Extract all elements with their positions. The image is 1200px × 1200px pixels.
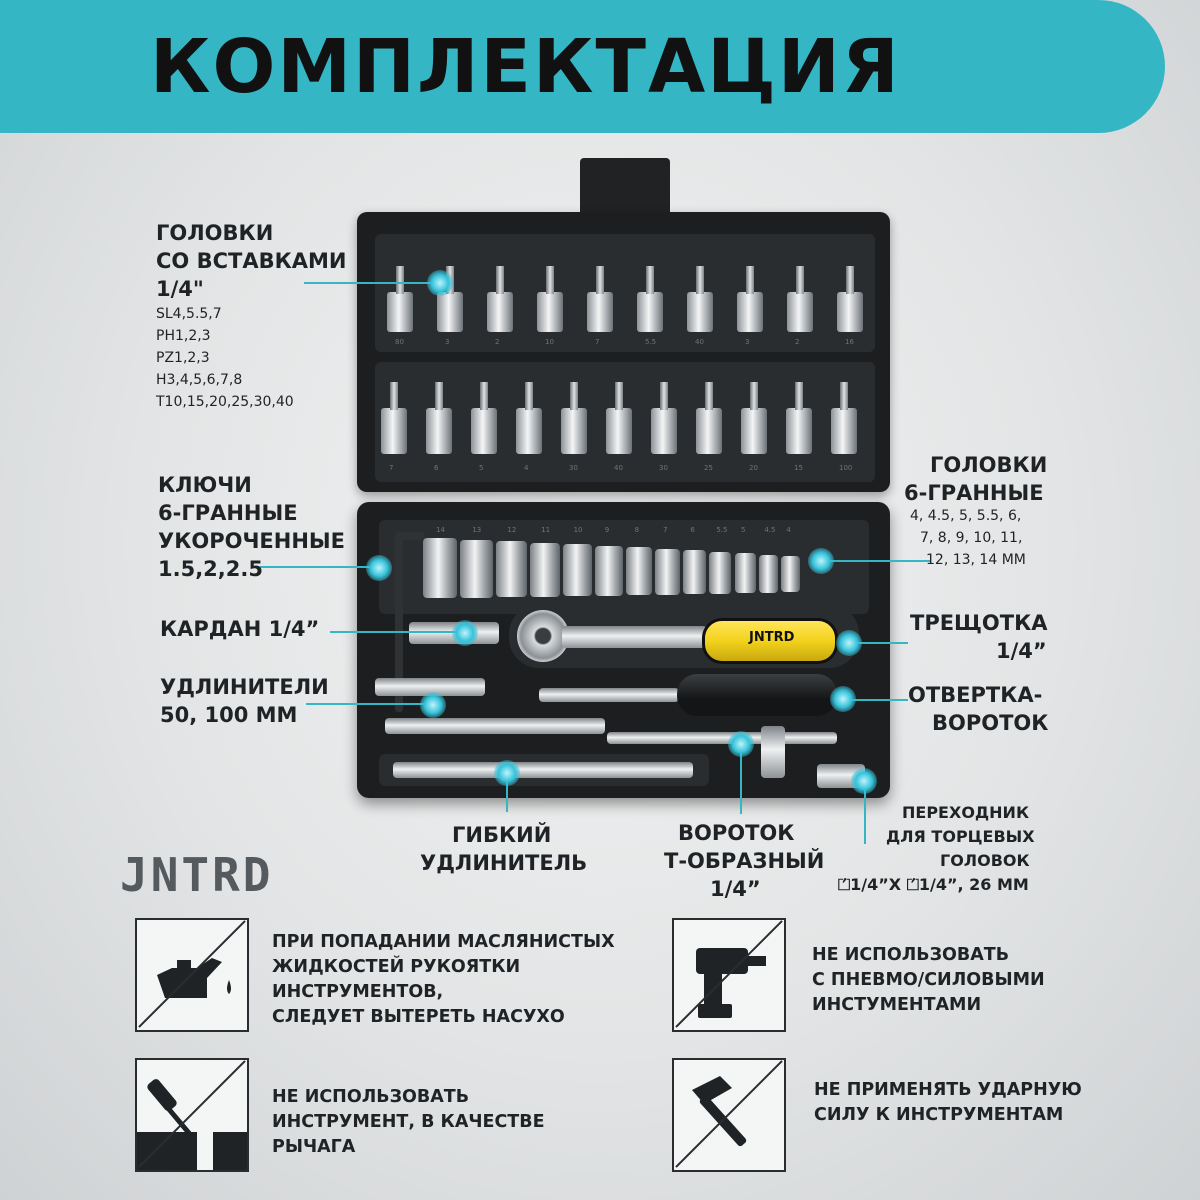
label-sockets-line-2: 6-ГРАННЫЕ bbox=[904, 481, 1044, 505]
callout-dot-adapter bbox=[851, 768, 877, 794]
hex-socket bbox=[781, 556, 799, 592]
hex-socket bbox=[655, 549, 680, 595]
hex-socket bbox=[530, 543, 560, 597]
warning-lever-line-1: НЕ ИСПОЛЬЗОВАТЬ bbox=[272, 1087, 470, 1107]
ratchet-handle bbox=[702, 618, 838, 664]
bit-tip bbox=[596, 266, 604, 294]
label-adapter-line-4: ⏍1/4”Х ⏍1/4”, 26 ММ bbox=[838, 875, 1029, 894]
bit-size-label: 100 bbox=[839, 464, 853, 472]
bit-tip bbox=[750, 382, 758, 410]
label-hex-keys-line-1: КЛЮЧИ bbox=[158, 473, 252, 497]
label-hex-keys-line-3: УКОРОЧЕННЫЕ bbox=[158, 529, 346, 553]
bits-sizes-ph: PH1,2,3 bbox=[156, 328, 211, 344]
case-lid bbox=[357, 212, 890, 492]
bit-size-label: 20 bbox=[749, 464, 758, 472]
socket-size-label: 10 bbox=[573, 526, 583, 534]
hex-socket bbox=[563, 544, 592, 596]
warning-oil-line-3: ИНСТРУМЕНТОВ, bbox=[272, 982, 444, 1002]
bit-tip bbox=[646, 266, 654, 294]
ratchet-brand-label: JNTRD bbox=[749, 630, 795, 645]
socket-size-label: 8 bbox=[634, 526, 640, 534]
bit-size-label: 15 bbox=[794, 464, 803, 472]
label-hex-keys-line-2: 6-ГРАННЫЕ bbox=[158, 501, 298, 525]
label-adapter-line-1: ПЕРЕХОДНИК bbox=[902, 803, 1030, 822]
label-t-handle-line-3: 1/4” bbox=[710, 877, 761, 901]
bit bbox=[737, 292, 763, 332]
bit bbox=[696, 408, 722, 454]
label-t-handle-line-1: ВОРОТОК bbox=[678, 821, 795, 845]
hex-socket bbox=[423, 538, 457, 598]
callout-dot-cardan bbox=[452, 620, 478, 646]
label-adapter-line-3: ГОЛОВОК bbox=[940, 851, 1030, 870]
bits-sizes-t: T10,15,20,25,30,40 bbox=[156, 394, 294, 410]
hex-socket bbox=[626, 547, 652, 595]
callout-line-bits bbox=[304, 282, 440, 284]
bit-tip bbox=[435, 382, 443, 410]
bit bbox=[587, 292, 613, 332]
warning-icon-box-hammer bbox=[672, 1058, 786, 1172]
bit bbox=[471, 408, 497, 454]
label-t-handle-line-2: Т-ОБРАЗНЫЙ bbox=[664, 849, 825, 873]
warning-oil-line-1: ПРИ ПОПАДАНИИ МАСЛЯНИСТЫХ bbox=[272, 932, 615, 952]
label-cardan: КАРДАН 1/4” bbox=[160, 617, 320, 641]
bit-tip bbox=[846, 266, 854, 294]
callout-line-sockets bbox=[824, 560, 930, 562]
t-handle-bar bbox=[607, 732, 837, 744]
callout-dot-bits bbox=[427, 270, 453, 296]
label-adapter-line-2: ДЛЯ ТОРЦЕВЫХ bbox=[886, 827, 1035, 846]
sockets-sizes-line-2: 7, 8, 9, 10, 11, bbox=[920, 530, 1023, 546]
bit bbox=[786, 408, 812, 454]
bit bbox=[561, 408, 587, 454]
flex-extension bbox=[393, 762, 693, 778]
callout-line-screwdriver bbox=[848, 699, 908, 701]
bit-size-label: 2 bbox=[795, 338, 800, 346]
bit-size-label: 40 bbox=[695, 338, 704, 346]
brand-logo: JNTRD bbox=[120, 848, 274, 902]
screwdriver-handle bbox=[677, 674, 837, 716]
warning-lever-line-3: РЫЧАГА bbox=[272, 1137, 356, 1157]
bit-size-label: 30 bbox=[569, 464, 578, 472]
hex-socket bbox=[683, 550, 707, 594]
bit-size-label: 25 bbox=[704, 464, 713, 472]
label-extensions-line-1: УДЛИНИТЕЛИ bbox=[160, 675, 329, 699]
label-ratchet-line-2: 1/4” bbox=[996, 639, 1047, 663]
case-base bbox=[357, 502, 890, 798]
bit-size-label: 7 bbox=[389, 464, 394, 472]
socket-size-label: 4 bbox=[786, 526, 791, 534]
ratchet-shaft bbox=[562, 626, 707, 648]
bit-size-label: 3 bbox=[445, 338, 450, 346]
bit-tip bbox=[746, 266, 754, 294]
label-bits-line-1: ГОЛОВКИ bbox=[156, 221, 274, 245]
warning-icon-box-oil bbox=[135, 918, 249, 1032]
socket-size-label: 9 bbox=[604, 526, 610, 534]
bit-size-label: 5 bbox=[479, 464, 484, 472]
warning-hammer-line-2: СИЛУ К ИНСТРУМЕНТАМ bbox=[814, 1105, 1064, 1125]
bit-tip bbox=[480, 382, 488, 410]
sockets-sizes-line-3: 12, 13, 14 ММ bbox=[926, 552, 1026, 568]
bit-tip bbox=[660, 382, 668, 410]
hex-socket bbox=[460, 540, 493, 598]
callout-dot-hex-keys bbox=[366, 555, 392, 581]
bit bbox=[537, 292, 563, 332]
socket-size-label: 6 bbox=[690, 526, 695, 534]
t-handle-slider bbox=[761, 726, 785, 778]
hex-socket bbox=[735, 553, 756, 593]
warning-oil-line-4: СЛЕДУЕТ ВЫТЕРЕТЬ НАСУХО bbox=[272, 1007, 565, 1027]
label-bits-line-3: 1/4" bbox=[156, 277, 204, 301]
callout-dot-t-handle bbox=[728, 731, 754, 757]
bit bbox=[651, 408, 677, 454]
label-flex-line-2: УДЛИНИТЕЛЬ bbox=[420, 851, 588, 875]
bit-size-label: 6 bbox=[434, 464, 439, 472]
screwdriver-shaft bbox=[539, 688, 679, 702]
bit bbox=[637, 292, 663, 332]
callout-line-extensions bbox=[306, 703, 426, 705]
callout-dot-screwdriver bbox=[830, 686, 856, 712]
bit-tip bbox=[696, 266, 704, 294]
bit-tip bbox=[615, 382, 623, 410]
label-sockets-line-1: ГОЛОВКИ bbox=[930, 453, 1048, 477]
bit-tip bbox=[525, 382, 533, 410]
socket-size-label: 14 bbox=[436, 526, 445, 534]
bit-tip bbox=[705, 382, 713, 410]
warning-drill-line-3: ИНСТУМЕНТАМИ bbox=[812, 995, 982, 1015]
callout-dot-sockets bbox=[808, 548, 834, 574]
bit-size-label: 80 bbox=[395, 338, 404, 346]
extension-100mm bbox=[385, 718, 605, 734]
bit bbox=[687, 292, 713, 332]
bits-sizes-sl: SL4,5.5,7 bbox=[156, 306, 222, 322]
warning-icon-box-lever bbox=[135, 1058, 249, 1172]
bit-size-label: 16 bbox=[845, 338, 854, 346]
bit bbox=[426, 408, 452, 454]
bit-size-label: 3 bbox=[745, 338, 750, 346]
bit-size-label: 7 bbox=[595, 338, 600, 346]
warning-drill-line-2: С ПНЕВМО/СИЛОВЫМИ bbox=[812, 970, 1045, 990]
bit-tip bbox=[570, 382, 578, 410]
hex-socket bbox=[709, 552, 731, 594]
socket-size-label: 11 bbox=[541, 526, 551, 534]
socket-size-label: 12 bbox=[507, 526, 517, 534]
callout-line-hex-keys bbox=[260, 566, 380, 568]
bit bbox=[387, 292, 413, 332]
warning-lever-line-2: ИНСТРУМЕНТ, В КАЧЕСТВЕ bbox=[272, 1112, 545, 1132]
hex-socket bbox=[759, 555, 779, 593]
hex-key-short-arm bbox=[395, 532, 425, 540]
hex-socket bbox=[595, 546, 623, 596]
bit bbox=[516, 408, 542, 454]
label-flex-line-1: ГИБКИЙ bbox=[452, 823, 552, 847]
socket-size-label: 5 bbox=[741, 526, 746, 534]
bit bbox=[606, 408, 632, 454]
page-title: КОМПЛЕКТАЦИЯ bbox=[150, 24, 901, 110]
bit-tip bbox=[496, 266, 504, 294]
bit-tip bbox=[795, 382, 803, 410]
label-extensions-line-2: 50, 100 ММ bbox=[160, 703, 298, 727]
bit-size-label: 5.5 bbox=[645, 338, 657, 346]
socket-size-label: 13 bbox=[472, 526, 482, 534]
warning-drill-line-1: НЕ ИСПОЛЬЗОВАТЬ bbox=[812, 945, 1010, 965]
bits-sizes-h: H3,4,5,6,7,8 bbox=[156, 372, 243, 388]
bit-size-label: 40 bbox=[614, 464, 623, 472]
warning-icon-box-drill bbox=[672, 918, 786, 1032]
bits-sizes-pz: PZ1,2,3 bbox=[156, 350, 210, 366]
bit-size-label: 30 bbox=[659, 464, 668, 472]
callout-dot-ratchet bbox=[836, 630, 862, 656]
bit-tip bbox=[546, 266, 554, 294]
socket-size-label: 4.5 bbox=[764, 526, 776, 534]
bit-tip bbox=[840, 382, 848, 410]
bit-size-label: 2 bbox=[495, 338, 500, 346]
sockets-sizes-line-1: 4, 4.5, 5, 5.5, 6, bbox=[910, 508, 1022, 524]
callout-line-cardan bbox=[330, 631, 460, 633]
bit bbox=[741, 408, 767, 454]
label-screwdriver-line-1: ОТВЕРТКА- bbox=[908, 683, 1043, 707]
label-ratchet-line-1: ТРЕЩОТКА bbox=[910, 611, 1048, 635]
bit-size-label: 10 bbox=[545, 338, 554, 346]
warning-hammer-line-1: НЕ ПРИМЕНЯТЬ УДАРНУЮ bbox=[814, 1080, 1082, 1100]
bit-tip bbox=[390, 382, 398, 410]
label-hex-keys-line-4: 1.5,2,2.5 bbox=[158, 557, 263, 581]
bit bbox=[487, 292, 513, 332]
bit bbox=[831, 408, 857, 454]
bit-tip bbox=[796, 266, 804, 294]
socket-size-label: 5.5 bbox=[716, 526, 728, 534]
label-bits-line-2: СО ВСТАВКАМИ bbox=[156, 249, 347, 273]
socket-size-label: 7 bbox=[663, 526, 668, 534]
warning-oil-line-2: ЖИДКОСТЕЙ РУКОЯТКИ bbox=[272, 957, 521, 977]
label-screwdriver-line-2: ВОРОТОК bbox=[932, 711, 1049, 735]
bit bbox=[837, 292, 863, 332]
bit bbox=[381, 408, 407, 454]
callout-dot-flex bbox=[494, 760, 520, 786]
hex-socket bbox=[496, 541, 527, 597]
bit bbox=[787, 292, 813, 332]
bit-tip bbox=[396, 266, 404, 294]
bit bbox=[437, 292, 463, 332]
callout-dot-extensions bbox=[420, 692, 446, 718]
bit-size-label: 4 bbox=[524, 464, 529, 472]
